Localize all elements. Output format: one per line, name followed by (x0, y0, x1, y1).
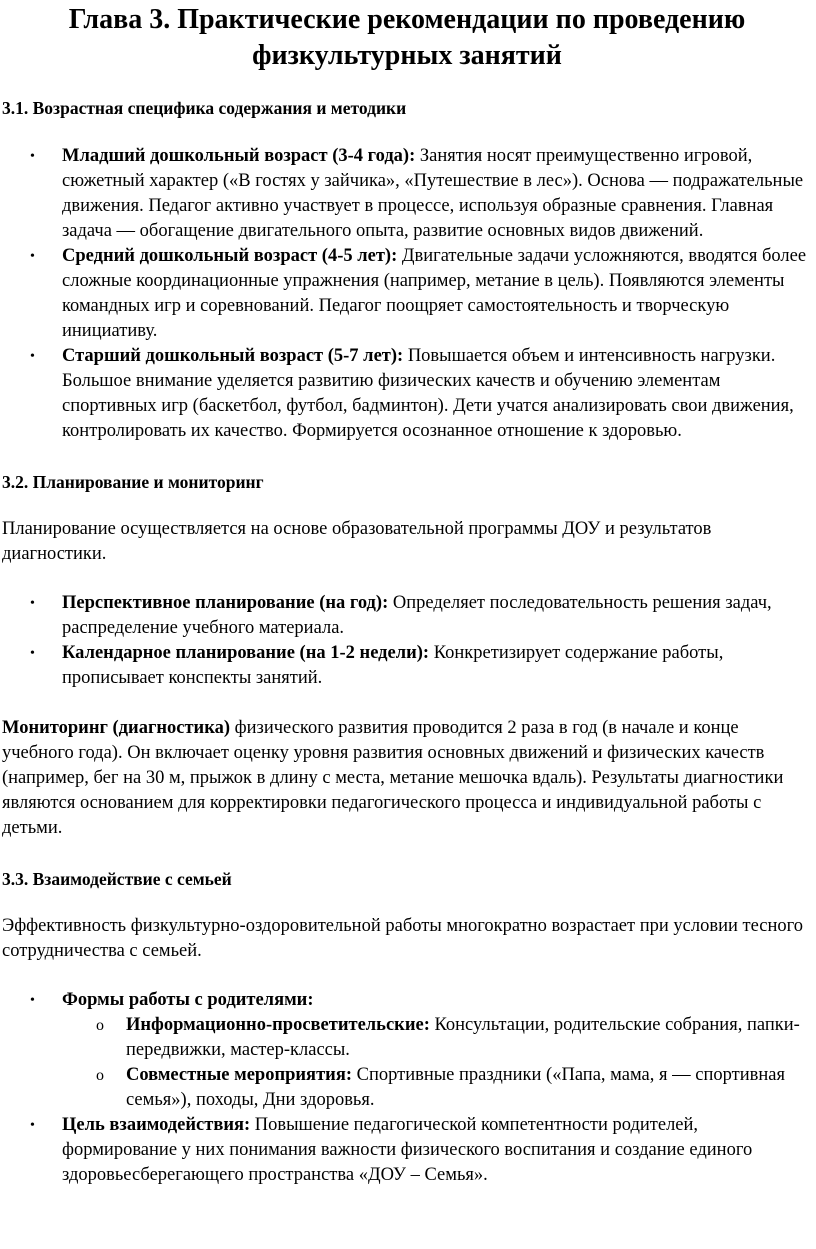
family-list (2, 988, 812, 1188)
list-item-label: Цель взаимодействия: (62, 1115, 251, 1135)
sublist-item-text: Спортивные праздники («Папа, мама, я — спортивная семья»), походы, Дни здоровья. (126, 1065, 785, 1110)
monitoring-paragraph (2, 716, 812, 841)
list-item-middle-age (2, 244, 812, 344)
list-item-parent-work-forms (2, 988, 812, 1113)
section-heading-3-3: 3.3. Взаимодействие с семьей (2, 869, 232, 889)
age-groups-list (2, 144, 812, 444)
list-item-calendar-planning (2, 641, 812, 691)
list-item-label: Календарное планирование (на 1-2 недели): (62, 643, 430, 663)
list-item-label: Формы работы с родителями: (62, 990, 314, 1010)
list-item-text: Повышается объем и интенсивность нагрузки. Большое внимание уделяется развитию физических качеств и обучению элементам спортивных игр (баскетбол, футбол, бадминтон). Дети учатся анализировать свои движения, контролировать их качество. Формируется осознанное отношение к здоровью. (62, 346, 794, 441)
list-item-text: Конкретизирует содержание работы, прописывает конспекты занятий. (62, 643, 724, 688)
list-item-text: Определяет последовательность решения задач, распределение учебного материала. (62, 593, 772, 638)
chapter-title (2, 0, 812, 74)
chapter-title-line2: физкультурных занятий (252, 40, 562, 71)
family-intro-paragraph: Эффективность физкультурно-оздоровительной работы многократно возрастает при условии тесного сотрудничества с семьей. (2, 916, 804, 961)
monitoring-label: Мониторинг (диагностика) (2, 718, 230, 738)
list-item-interaction-goal (2, 1113, 812, 1188)
bullet-icon: • (30, 646, 35, 661)
bullet-icon: • (30, 993, 35, 1008)
sublist-item-label: Информационно-просветительские: (126, 1015, 430, 1035)
chapter-title-line1: Глава 3. Практические рекомендации по проведению (68, 4, 746, 35)
bullet-icon: • (30, 249, 35, 264)
bullet-icon: • (30, 596, 35, 611)
list-item-label: Перспективное планирование (на год): (62, 593, 389, 613)
planning-list (2, 591, 812, 691)
list-item-label: Старший дошкольный возраст (5-7 лет): (62, 346, 404, 366)
sublist-item-label: Совместные мероприятия: (126, 1065, 352, 1085)
list-item-text: Двигательные задачи усложняются, вводятся более сложные координационные упражнения (например, метание в цель). Появляются элементы командных игр и соревнований. Педагог поощряет самостоятельность и творческую инициативу. (62, 246, 807, 341)
planning-intro-paragraph: Планирование осуществляется на основе образовательной программы ДОУ и результатов диагностики. (2, 519, 712, 564)
bullet-icon: • (30, 349, 35, 364)
bullet-icon: • (30, 1118, 35, 1133)
sublist-item-joint-events (2, 1063, 812, 1113)
list-item-perspective-planning (2, 591, 812, 641)
section-heading-3-2: 3.2. Планирование и мониторинг (2, 472, 264, 492)
circle-bullet-icon: o (96, 1067, 104, 1084)
sublist-item-text: Консультации, родительские собрания, папки-передвижки, мастер-классы. (126, 1015, 800, 1060)
sublist-item-informational (2, 1013, 812, 1063)
list-item-senior-age (2, 344, 812, 444)
list-item-text: Повышение педагогической компетентности родителей, формирование у них понимания важности физического воспитания и создание единого здоровьесберегающего пространства «ДОУ – Семья». (62, 1115, 753, 1185)
list-item-label: Младший дошкольный возраст (3-4 года): (62, 146, 416, 166)
parent-work-forms-sublist (62, 1013, 812, 1113)
monitoring-text: физического развития проводится 2 раза в год (в начале и конце учебного года). Он включает оценку уровня развития основных движений и физических качеств (например, бег на 30 м, прыжок в длину с места, метание мешочка вдаль). Результаты диагностики являются основанием для корректировки педагогического процесса и индивидуальной работы с детьми. (2, 718, 784, 838)
list-item-junior-age (2, 144, 812, 244)
section-heading-3-1: 3.1. Возрастная специфика содержания и методики (2, 98, 407, 118)
circle-bullet-icon: o (96, 1017, 104, 1034)
list-item-label: Средний дошкольный возраст (4-5 лет): (62, 246, 398, 266)
bullet-icon: • (30, 149, 35, 164)
list-item-text: Занятия носят преимущественно игровой, сюжетный характер («В гостях у зайчика», «Путешествие в лес»). Основа — подражательные движения. Педагог активно участвует в процессе, используя образные сравнения. Главная задача — обогащение двигательного опыта, развитие основных видов движений. (62, 146, 804, 241)
